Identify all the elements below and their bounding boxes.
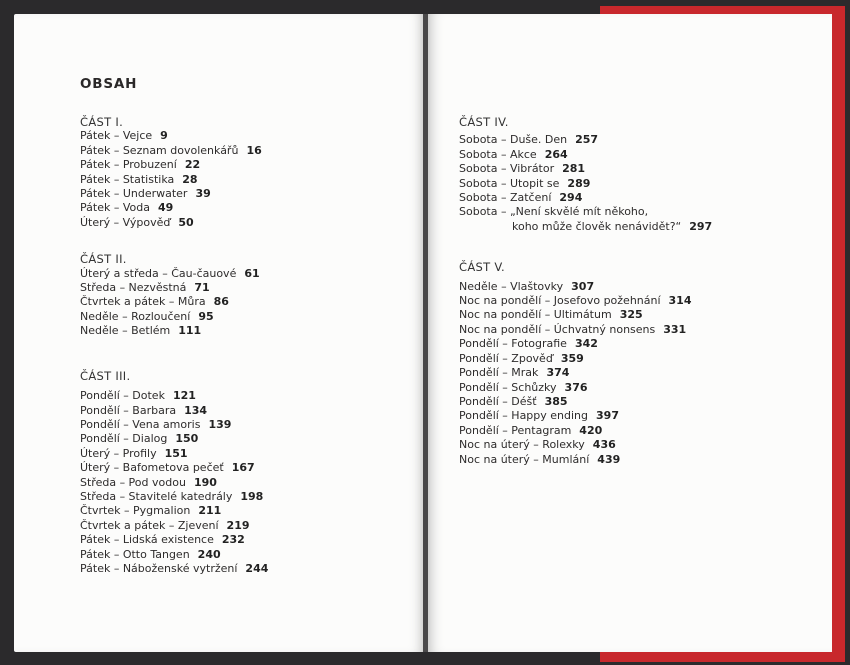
entry-title: Neděle – Vlaštovky: [459, 279, 564, 293]
toc-entry[interactable]: [459, 294, 712, 308]
toc-entry[interactable]: [80, 389, 268, 403]
entry-page-number: 198: [240, 489, 264, 503]
entry-page-number: 289: [567, 176, 591, 190]
entry-page-number: 219: [226, 518, 250, 532]
entry-title: Noc na úterý – Rolexky: [459, 438, 585, 452]
entry-page-number: 240: [197, 547, 221, 561]
toc-entry[interactable]: [459, 337, 712, 351]
entry-page-number: 264: [544, 147, 568, 161]
entry-title: Pátek – Náboženské vytržení: [80, 561, 238, 575]
entry-page-number: 297: [689, 219, 713, 233]
toc-entry[interactable]: [80, 548, 268, 562]
entry-title: Sobota – Utopit se: [459, 176, 560, 190]
entry-title: Pondělí – Dialog: [80, 432, 168, 446]
entry-title: Noc na pondělí – Úchvatný nonsens: [459, 322, 656, 336]
toc-entry[interactable]: [80, 158, 268, 172]
entry-page-number: 61: [244, 266, 260, 280]
entry-title: Čtvrtek – Pygmalion: [80, 504, 191, 518]
toc-entry[interactable]: [80, 310, 268, 324]
entry-title: Středa – Pod vodou: [80, 475, 186, 489]
entry-page-number: 71: [194, 281, 210, 295]
entry-page-number: 436: [592, 438, 616, 452]
entry-title: Pondělí – Dotek: [80, 389, 165, 403]
entry-title: Noc na úterý – Mumlání: [459, 452, 590, 466]
entry-title: Pondělí – Mrak: [459, 366, 539, 380]
toc-entry[interactable]: [80, 519, 268, 533]
entry-title: Neděle – Betlém: [80, 324, 171, 338]
book-gutter: [423, 14, 428, 652]
entry-title: Noc na pondělí – Ultimátum: [459, 308, 612, 322]
entry-page-number: 39: [195, 187, 211, 201]
entry-title: Středa – Nezvěstná: [80, 281, 187, 295]
toc-entry[interactable]: [459, 409, 712, 423]
entry-page-number: 50: [178, 215, 194, 229]
entry-title: Sobota – Vibrátor: [459, 162, 555, 176]
entry-title: Sobota – Akce: [459, 147, 537, 161]
toc-section: [80, 115, 268, 230]
toc-entry[interactable]: [80, 432, 268, 446]
entry-title: Pondělí – Zpověď: [459, 351, 553, 365]
section-spacer: [80, 230, 268, 252]
toc-entry[interactable]: [459, 453, 712, 467]
toc-entry[interactable]: [80, 144, 268, 158]
entry-page-number: 374: [546, 366, 570, 380]
entry-title: Čtvrtek a pátek – Můra: [80, 295, 206, 309]
entry-page-number: 331: [663, 322, 687, 336]
entry-title: Pátek – Otto Tangen: [80, 547, 190, 561]
toc-entry[interactable]: [80, 281, 268, 295]
entry-title: Pátek – Statistika: [80, 172, 175, 186]
entry-page-number: 95: [198, 309, 214, 323]
entry-title: Pondělí – Barbara: [80, 403, 177, 417]
toc-entry[interactable]: [459, 191, 712, 205]
entry-page-number: 439: [597, 452, 621, 466]
toc-entry[interactable]: [459, 381, 712, 395]
toc-entry[interactable]: [459, 352, 712, 366]
toc-entry[interactable]: [80, 324, 268, 338]
entry-page-number: 111: [178, 324, 202, 338]
toc-entry[interactable]: [80, 173, 268, 187]
entry-page-number: 325: [619, 308, 643, 322]
entry-page-number: 150: [175, 432, 199, 446]
toc-right-column: [459, 115, 712, 467]
toc-entry[interactable]: [459, 323, 712, 337]
entry-page-number: 49: [157, 201, 174, 215]
entry-title: Úterý a středa – Čau-čauové: [80, 266, 237, 280]
entry-title: Pátek – Probuzení: [80, 158, 177, 172]
entry-title: Pátek – Seznam dovolenkářů: [80, 143, 239, 157]
entry-title: Pondělí – Vena amoris: [80, 417, 201, 431]
toc-entry[interactable]: [80, 447, 268, 461]
entry-page-number: 211: [198, 504, 222, 518]
entry-page-number: 139: [208, 417, 232, 431]
entry-title: Úterý – Bafometova pečeť: [80, 461, 224, 475]
entry-title: Pondělí – Schůzky: [459, 380, 557, 394]
entry-page-number: 151: [164, 446, 188, 460]
entry-page-number: 314: [668, 294, 692, 308]
toc-entry[interactable]: [80, 201, 268, 215]
toc-entry[interactable]: [80, 295, 268, 309]
toc-entry[interactable]: [80, 187, 268, 201]
entry-page-number: 385: [544, 394, 568, 408]
entry-page-number: 9: [160, 129, 168, 143]
entry-title: Úterý – Profily: [80, 446, 157, 460]
entry-title: Neděle – Rozloučení: [80, 309, 191, 323]
entry-page-number: 134: [184, 403, 208, 417]
toc-entry[interactable]: [459, 438, 712, 452]
entry-page-number: 86: [213, 295, 229, 309]
entry-title: Pondělí – Fotografie: [459, 337, 567, 351]
entry-page-number: 232: [221, 533, 245, 547]
entry-page-number: 16: [246, 143, 262, 157]
entry-title: Pátek – Underwater: [80, 187, 188, 201]
toc-entry[interactable]: [80, 476, 268, 490]
entry-title: Pátek – Vejce: [80, 129, 153, 143]
entry-page-number: 28: [182, 172, 198, 186]
toc-entry[interactable]: [459, 148, 712, 162]
section-heading: ČÁST I.: [80, 115, 124, 129]
entry-page-number: 420: [579, 423, 603, 437]
entry-page-number: 359: [560, 351, 584, 365]
entry-title: Čtvrtek a pátek – Zjevení: [80, 518, 219, 532]
entry-page-number: 342: [574, 337, 598, 351]
entry-title: Sobota – Duše. Den: [459, 133, 568, 147]
entry-page-number: 294: [559, 191, 583, 205]
entry-title: Pátek – Lidská existence: [80, 533, 214, 547]
toc-section: [80, 252, 268, 338]
entry-page-number: 376: [564, 380, 588, 394]
entry-title: Sobota – Zatčení: [459, 191, 552, 205]
toc-title: OBSAH: [80, 76, 138, 92]
entry-title: Pátek – Voda: [80, 201, 150, 215]
toc-entry[interactable]: [459, 424, 712, 438]
toc-section: [459, 260, 712, 467]
toc-entry[interactable]: [459, 308, 712, 322]
section-heading: ČÁST II.: [80, 252, 127, 267]
toc-entry[interactable]: [80, 216, 268, 230]
toc-entry[interactable]: [80, 490, 268, 504]
toc-entry[interactable]: [459, 205, 712, 234]
toc-entry[interactable]: [459, 395, 712, 409]
entry-title: Úterý – Výpověď: [80, 215, 171, 229]
toc-entry[interactable]: [80, 562, 268, 576]
entry-page-number: 167: [231, 461, 255, 475]
entry-title: Pondělí – Pentagram: [459, 423, 572, 437]
entry-page-number: 281: [562, 162, 586, 176]
section-spacer: [80, 339, 268, 369]
section-spacer: [459, 234, 712, 260]
toc-entry[interactable]: [80, 129, 268, 143]
entry-page-number: 244: [245, 561, 269, 575]
toc-entry[interactable]: [459, 366, 712, 380]
section-heading: ČÁST V.: [459, 260, 506, 275]
toc-entry[interactable]: [80, 504, 268, 518]
entry-title-line1: Sobota – „Není skvělé mít někoho,: [459, 205, 649, 219]
entry-title: Pondělí – Happy ending: [459, 409, 589, 423]
toc-entry[interactable]: [459, 162, 712, 176]
section-heading: ČÁST III.: [80, 368, 131, 383]
entry-page-number: 397: [596, 409, 619, 423]
toc-entry[interactable]: [80, 418, 268, 432]
entry-title: Středa – Stavitelé katedrály: [80, 489, 233, 503]
entry-page-number: 190: [193, 475, 217, 489]
entry-title-line2: [459, 220, 712, 234]
entry-page-number: 307: [571, 279, 595, 293]
toc-section: [459, 115, 712, 234]
entry-title-line2-text: koho může člověk nenávidět?“: [512, 219, 682, 233]
entry-title: Noc na pondělí – Josefovo požehnání: [459, 294, 661, 308]
toc-entry[interactable]: [80, 461, 268, 475]
entry-page-number: 121: [172, 389, 196, 403]
toc-section: [80, 369, 268, 577]
toc-entry[interactable]: [80, 404, 268, 418]
toc-left-column: [80, 115, 268, 576]
entry-page-number: 22: [184, 158, 201, 172]
toc-entry[interactable]: [459, 133, 712, 147]
entry-title: Pondělí – Déšť: [459, 394, 537, 408]
section-heading: ČÁST IV.: [459, 115, 509, 129]
entry-page-number: 257: [575, 133, 599, 147]
toc-entry[interactable]: [459, 280, 712, 294]
toc-entry[interactable]: [80, 533, 268, 547]
toc-entry[interactable]: [80, 267, 268, 281]
toc-entry[interactable]: [459, 177, 712, 191]
